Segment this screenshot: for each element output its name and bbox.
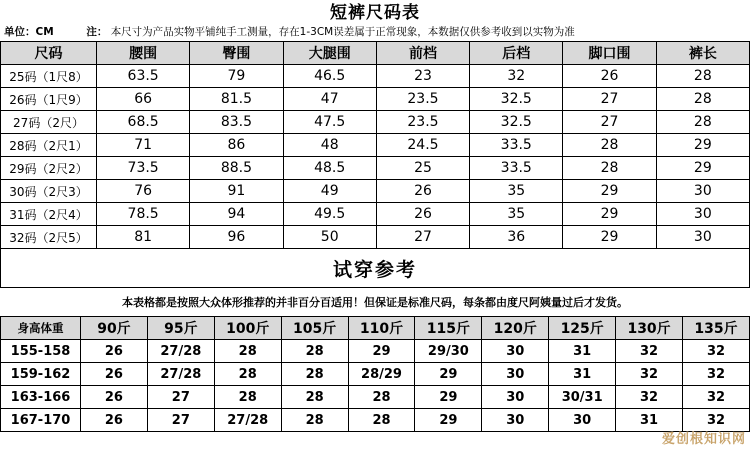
size-value: 29 [563,180,656,203]
size-value: 28 [563,157,656,180]
size-col-header-6: 脚口围 [563,42,656,65]
fit-col-header-9: 135斤 [683,317,750,340]
size-label: 25码（1尺8） [1,65,97,88]
fit-table-header-row [1,317,750,340]
fit-value: 30/31 [549,386,616,409]
height-range: 155-158 [1,340,81,363]
fit-value: 28 [214,363,281,386]
fit-value: 28 [281,340,348,363]
size-value: 33.5 [470,134,563,157]
size-value: 66 [97,88,190,111]
table-row [1,65,750,88]
size-value: 25 [376,157,469,180]
size-value: 29 [656,157,749,180]
fit-value: 31 [549,340,616,363]
watermark: 爱创根知识网 [661,432,746,447]
size-label: 26码（1尺9） [1,88,97,111]
table-row [1,386,750,409]
measurement-note [0,25,750,41]
fit-value: 32 [616,386,683,409]
size-value: 81.5 [190,88,283,111]
table-row [1,203,750,226]
size-value: 91 [190,180,283,203]
unit-label: 单位：CM [4,26,54,38]
size-value: 24.5 [376,134,469,157]
table-row [1,340,750,363]
fit-value: 27/28 [214,409,281,432]
size-value: 27 [376,226,469,249]
size-value: 30 [656,180,749,203]
size-value: 36 [470,226,563,249]
size-value: 23.5 [376,88,469,111]
size-value: 83.5 [190,111,283,134]
size-value: 28 [656,65,749,88]
fit-value: 26 [81,363,148,386]
size-value: 26 [563,65,656,88]
fit-value: 29/30 [415,340,482,363]
size-value: 28 [656,88,749,111]
size-value: 26 [376,180,469,203]
size-col-header-5: 后档 [470,42,563,65]
fit-col-header-2: 100斤 [214,317,281,340]
size-value: 28 [563,134,656,157]
fit-value: 28 [214,386,281,409]
size-value: 29 [563,203,656,226]
table-row [1,180,750,203]
size-table-header-row [1,42,750,65]
fit-value: 28 [348,409,415,432]
fit-note: 本表格都是按照大众体形推荐的并非百分百适用！但保证是标准尺码，每条都由度尺阿姨量过后才发货。 [122,296,628,309]
fit-col-header-4: 110斤 [348,317,415,340]
size-label: 31码（2尺4） [1,203,97,226]
fit-value: 29 [348,340,415,363]
fit-value: 29 [415,386,482,409]
fit-col-header-7: 125斤 [549,317,616,340]
fit-value: 26 [81,386,148,409]
table-row [1,409,750,432]
table-row [1,134,750,157]
fit-value: 28/29 [348,363,415,386]
fit-col-header-0: 90斤 [81,317,148,340]
size-value: 73.5 [97,157,190,180]
table-row [1,88,750,111]
table-row [1,363,750,386]
fit-value: 27 [147,409,214,432]
size-value: 96 [190,226,283,249]
fit-col-header-6: 120斤 [482,317,549,340]
size-value: 48 [283,134,376,157]
fit-value: 32 [683,363,750,386]
fit-value: 32 [683,340,750,363]
size-value: 79 [190,65,283,88]
size-value: 29 [563,226,656,249]
size-value: 28 [656,111,749,134]
fit-value: 30 [482,340,549,363]
size-value: 46.5 [283,65,376,88]
size-label: 27码（2尺） [1,111,97,134]
fit-value: 28 [281,386,348,409]
fit-value: 27 [147,386,214,409]
size-value: 29 [656,134,749,157]
height-range: 163-166 [1,386,81,409]
fit-value: 30 [482,409,549,432]
page-title: 短裤尺码表 [330,3,420,23]
size-value: 27 [563,111,656,134]
size-value: 47 [283,88,376,111]
size-value: 68.5 [97,111,190,134]
size-value: 35 [470,203,563,226]
fit-value: 32 [616,363,683,386]
fit-reference-table [0,316,750,432]
fit-value: 32 [683,409,750,432]
table-row [1,157,750,180]
fit-value: 28 [214,340,281,363]
size-label: 28码（2尺1） [1,134,97,157]
fit-value: 27/28 [147,340,214,363]
fit-col-header-8: 130斤 [616,317,683,340]
fit-value: 29 [415,409,482,432]
size-col-header-4: 前档 [376,42,469,65]
size-value: 33.5 [470,157,563,180]
size-value: 78.5 [97,203,190,226]
fit-value: 28 [281,363,348,386]
size-value: 30 [656,203,749,226]
size-value: 86 [190,134,283,157]
size-value: 32.5 [470,88,563,111]
size-col-header-2: 臀围 [190,42,283,65]
fit-value: 32 [616,340,683,363]
fit-value: 31 [616,409,683,432]
section-title-fit: 试穿参考 [0,249,750,288]
fit-col-header-5: 115斤 [415,317,482,340]
size-value: 23 [376,65,469,88]
height-range: 167-170 [1,409,81,432]
note-label: 注： [86,26,108,38]
size-col-header-0: 尺码 [1,42,97,65]
size-label: 32码（2尺5） [1,226,97,249]
fit-value: 28 [348,386,415,409]
fit-col-header-3: 105斤 [281,317,348,340]
fit-value: 28 [281,409,348,432]
note-text: 本尺寸为产品实物平铺纯手工测量，存在1-3CM误差属于正常现象，本数据仅供参考收到以实物为准 [110,26,575,38]
fit-corner-header: 身高体重 [1,317,81,340]
size-value: 71 [97,134,190,157]
size-value: 49 [283,180,376,203]
size-value: 76 [97,180,190,203]
fit-value: 26 [81,409,148,432]
size-col-header-3: 大腿围 [283,42,376,65]
table-row [1,111,750,134]
size-value: 48.5 [283,157,376,180]
size-col-header-1: 腰围 [97,42,190,65]
size-label: 30码（2尺3） [1,180,97,203]
size-value: 27 [563,88,656,111]
size-value: 32 [470,65,563,88]
size-value: 63.5 [97,65,190,88]
size-table [0,41,750,249]
size-value: 49.5 [283,203,376,226]
height-range: 159-162 [1,363,81,386]
size-value: 88.5 [190,157,283,180]
fit-value: 29 [415,363,482,386]
size-value: 26 [376,203,469,226]
size-value: 47.5 [283,111,376,134]
size-value: 32.5 [470,111,563,134]
fit-value: 30 [549,409,616,432]
fit-value: 31 [549,363,616,386]
size-value: 30 [656,226,749,249]
size-col-header-7: 裤长 [656,42,749,65]
fit-value: 32 [683,386,750,409]
size-value: 23.5 [376,111,469,134]
size-value: 50 [283,226,376,249]
size-value: 94 [190,203,283,226]
fit-value: 30 [482,386,549,409]
size-value: 81 [97,226,190,249]
size-label: 29码（2尺2） [1,157,97,180]
fit-value: 30 [482,363,549,386]
size-value: 35 [470,180,563,203]
fit-col-header-1: 95斤 [147,317,214,340]
fit-value: 26 [81,340,148,363]
fit-value: 27/28 [147,363,214,386]
table-row [1,226,750,249]
